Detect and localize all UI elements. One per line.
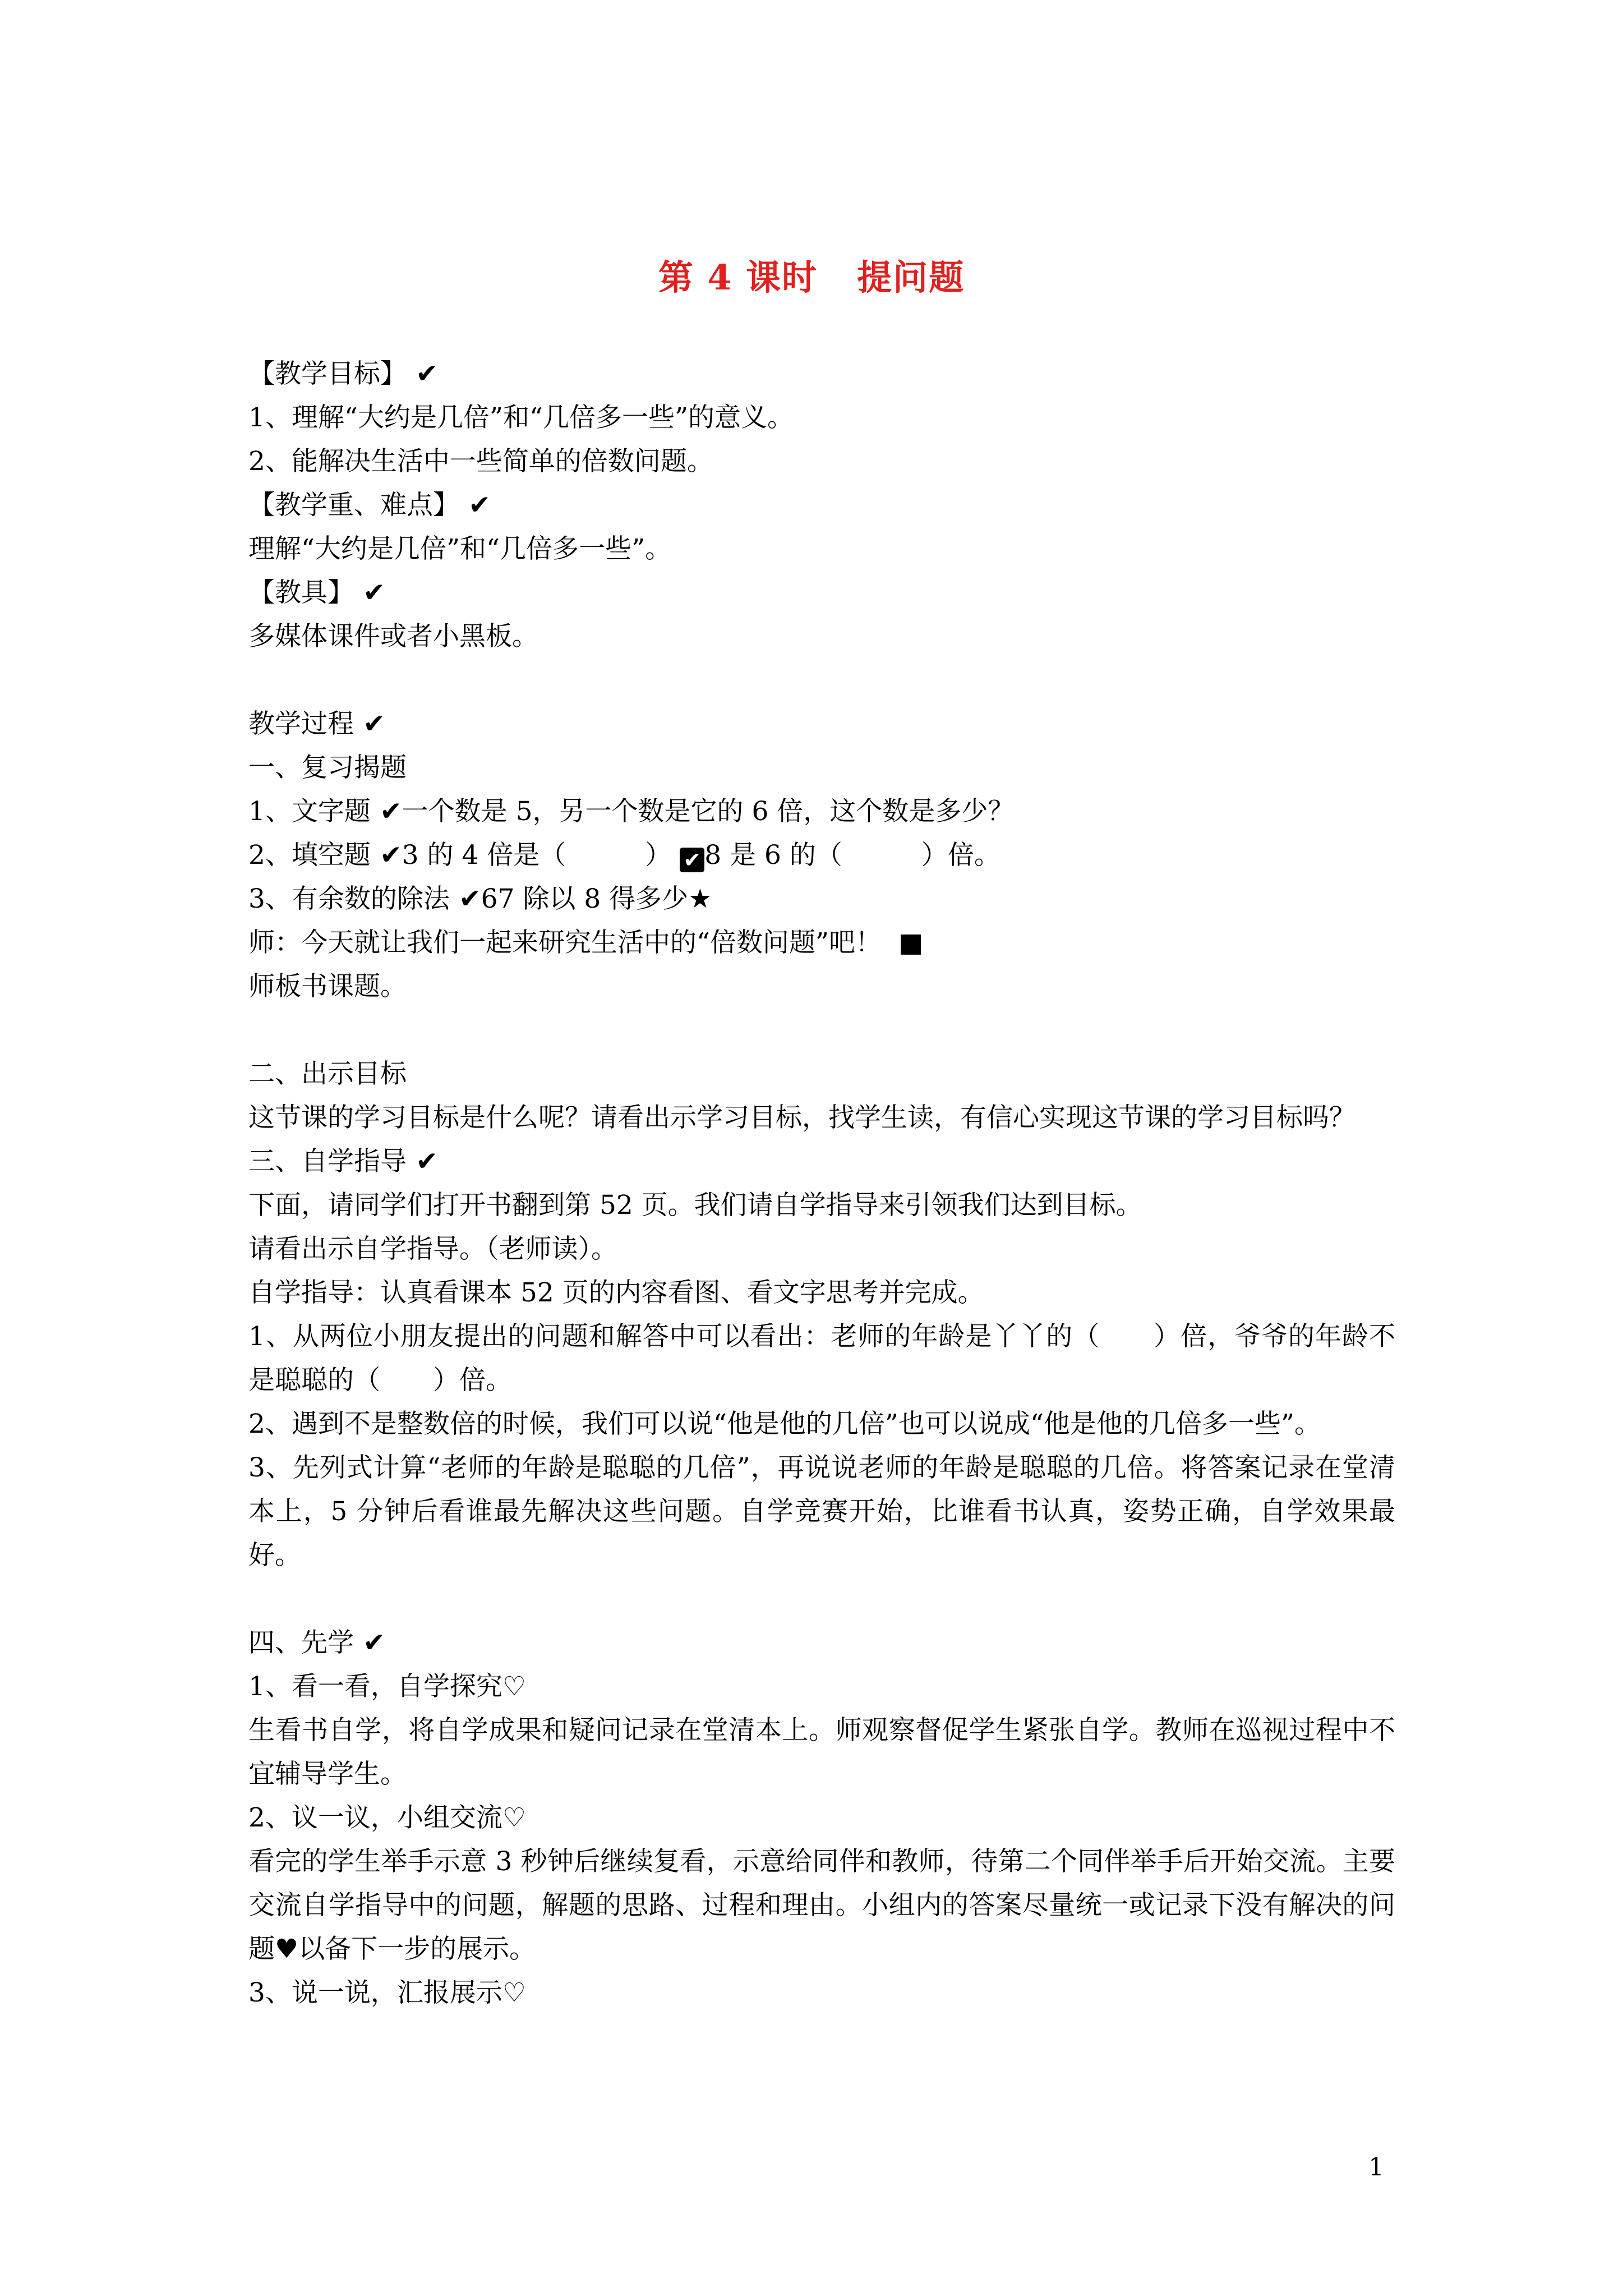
check-icon: ✔ — [354, 1627, 385, 1658]
checkbox-icon: ✔ — [680, 848, 704, 872]
step-1-text: 生看书自学，将自学成果和疑问记录在堂清本上。师观察督促学生紧张自学。教师在巡视过程中不宜辅导学生。 — [248, 1715, 1395, 1789]
step-3-header: 3、说一说，汇报展示 — [248, 1977, 502, 2008]
self-study-item-1: 1、从两位小朋友提出的问题和解答中可以看出：老师的年龄是丫丫的（ ）倍，爷爷的年龄不是聪聪的（ ）倍。 — [248, 1321, 1395, 1396]
tools-header: 【教具】 — [248, 577, 354, 608]
tools-text: 多媒体课件或者小黑板。 — [248, 621, 538, 652]
check-icon: ✔ — [449, 884, 481, 914]
review-question-2 — [248, 834, 1395, 877]
teacher-intro — [248, 921, 1395, 965]
section-4-header-line — [248, 1621, 1395, 1665]
teacher-intro-text: 师：今天就让我们一起来研究生活中的“倍数问题”吧！ — [248, 927, 882, 958]
check-icon: ✔ — [407, 358, 438, 389]
step-1-header: 1、看一看，自学探究 — [248, 1671, 502, 1702]
heart-outline-icon: ♡ — [502, 1977, 527, 2008]
teacher-board: 师板书课题。 — [248, 971, 407, 1002]
section-3-header-line — [248, 1140, 1395, 1184]
section-3-para-2: 请看出示自学指导。（老师读）。 — [248, 1234, 617, 1264]
lesson-topic: 提问题 — [857, 257, 965, 298]
question-text: 8 是 6 的（ ）倍。 — [704, 840, 1000, 871]
tools-header-line — [248, 571, 1395, 615]
key-header: 【教学重、难点】 — [248, 490, 459, 521]
step-2-header-line — [248, 1796, 1395, 1840]
section-4-header: 四、先学 — [248, 1627, 354, 1658]
key-header-line — [248, 484, 1395, 527]
question-text: 一个数是 5，另一个数是它的 6 倍，这个数是多少？ — [402, 796, 1015, 827]
section-3-header: 三、自学指导 — [248, 1146, 407, 1177]
key-text: 理解“大约是几倍”和“几倍多一些”。 — [248, 533, 672, 564]
check-icon: ✔ — [354, 577, 385, 608]
section-3-para-1: 下面，请同学们打开书翻到第 52 页。我们请自学指导来引领我们达到目标。 — [248, 1190, 1142, 1221]
process-header: 教学过程 — [248, 708, 354, 739]
check-icon: ✔ — [370, 840, 402, 871]
check-icon: ✔ — [354, 708, 385, 739]
step-2-text-b: 以备下一步的展示。 — [298, 1934, 536, 1964]
check-icon: ✔ — [370, 796, 402, 827]
document-body — [248, 352, 1395, 2015]
step-2-header: 2、议一议，小组交流 — [248, 1802, 502, 1833]
self-study-item-2: 2、遇到不是整数倍的时候，我们可以说“他是他的几倍”也可以说成“他是他的几倍多一些”。 — [248, 1409, 1321, 1439]
question-text: 3 的 4 倍是（ ） — [402, 840, 672, 871]
self-study-item-3: 3、先列式计算“老师的年龄是聪聪的几倍”，再说说老师的年龄是聪聪的几倍。将答案记录在堂清本上，5 分钟后看谁最先解决这些问题。自学竞赛开始，比谁看书认真，姿势正确，自学效果最好。 — [248, 1452, 1395, 1571]
check-icon: ✔ — [407, 1146, 438, 1177]
question-label: 2、填空题 — [248, 840, 371, 871]
review-question-3 — [248, 877, 1395, 921]
step-2-text — [248, 1840, 1395, 1971]
check-icon: ✔ — [459, 490, 491, 521]
question-label: 1、文字题 — [248, 796, 371, 827]
page-title — [0, 250, 1623, 300]
question-text: 67 除以 8 得多少 — [481, 884, 689, 914]
section-2-text: 这节课的学习目标是什么呢？请看出示学习目标，找学生读，有信心实现这节课的学习目标吗？ — [248, 1102, 1355, 1133]
review-question-1 — [248, 790, 1395, 834]
step-1-header-line — [248, 1665, 1395, 1709]
broken-heart-icon: ♥ — [275, 1934, 299, 1964]
heart-outline-icon: ♡ — [502, 1671, 527, 1702]
star-icon: ★ — [688, 884, 712, 914]
section-3-para-3: 自学指导：认真看课本 52 页的内容看图、看文字思考并完成。 — [248, 1277, 984, 1308]
goal-1: 1、理解“大约是几倍”和“几倍多一些”的意义。 — [248, 402, 794, 433]
goal-header-line — [248, 352, 1395, 396]
section-1-header: 一、复习揭题 — [248, 752, 407, 783]
goal-header: 【教学目标】 — [248, 358, 407, 389]
process-header-line — [248, 702, 1395, 746]
square-icon: ■ — [882, 927, 924, 958]
goal-2: 2、能解决生活中一些简单的倍数问题。 — [248, 446, 713, 477]
heart-outline-icon: ♡ — [502, 1802, 527, 1833]
question-label: 3、有余数的除法 — [248, 884, 450, 914]
section-2-header: 二、出示目标 — [248, 1059, 407, 1089]
lesson-number: 第 4 课时 — [658, 257, 818, 298]
page-number: 1 — [1368, 2153, 1384, 2182]
step-3-header-line — [248, 1971, 1395, 2015]
step-2-text-a: 看完的学生举手示意 3 秒钟后继续复看，示意给同伴和教师，待第二个同伴举手后开始交流。主要交流自学指导中的问题，解题的思路、过程和理由。小组内的答案尽量统一或记录下没有解决的问题 — [248, 1846, 1395, 1964]
